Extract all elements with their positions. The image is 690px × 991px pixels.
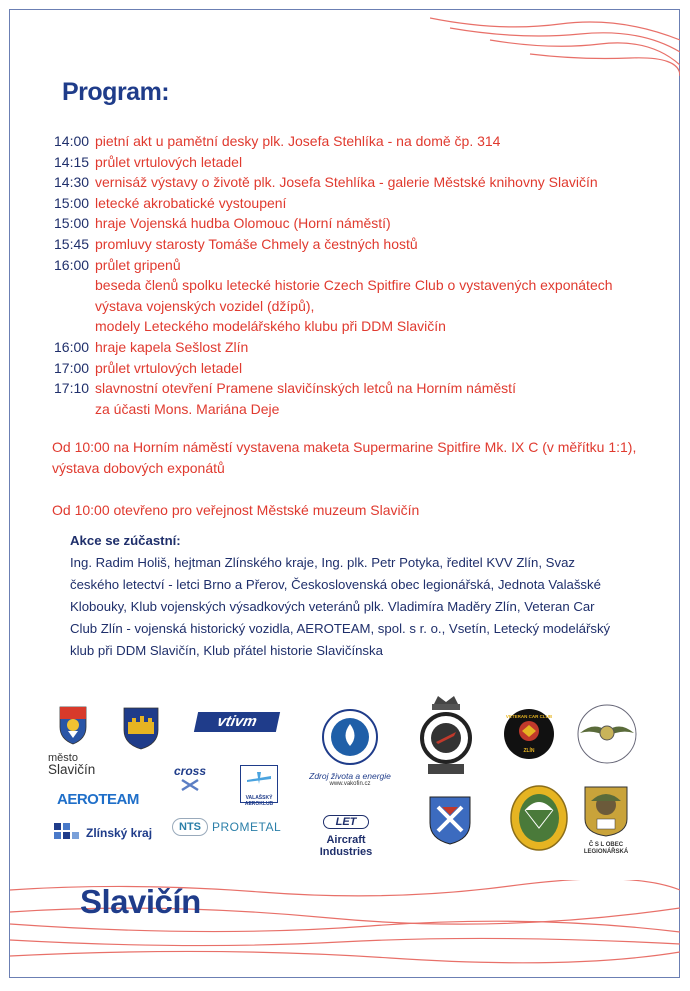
municipal-crest-icon (122, 706, 160, 750)
logo-aeroklub-text: VALAŠSKÝ AEROKLUB (244, 795, 274, 807)
schedule-row (54, 378, 674, 399)
logo-cross-text: cross (173, 764, 207, 778)
schedule-text-continued: beseda členů spolku letecké historie Czech Spitfire Club o vystavených exponátech (95, 277, 613, 294)
legionnaire-icon (583, 785, 629, 837)
aviation-wings-badge-icon (576, 703, 638, 765)
schedule-row (54, 172, 674, 193)
schedule-text: pietní akt u pamětní desky plk. Josefa Stehlíka - na domě čp. 314 (95, 133, 501, 149)
participants-line: Ing. Radim Holiš, hejtman Zlínského kraje, Ing. plk. Petr Potyka, ředitel KVV Zlín, Svaz (70, 555, 576, 570)
schedule-text-continued: modely Leteckého modelářského klubu při DDM Slavičín (95, 318, 446, 335)
logo-prometal: PROMETAL (212, 820, 282, 834)
participants-line: českého letectví - letci Brno a Přerov, Československá obec legionářská, Jednota Valašské (70, 577, 601, 592)
logo-let: LET (323, 815, 370, 829)
footer-slavicin: Slavičín (80, 883, 201, 920)
schedule-time: 17:10 (54, 380, 90, 397)
participants-line: Klobouky, Klub vojenských výsadkových veteránů plk. Vladimíra Maděry Zlín, Veteran Car (70, 599, 595, 614)
schedule-row (54, 193, 674, 214)
logo-legion (582, 785, 630, 856)
schedule-time: 15:00 (54, 215, 90, 232)
logo-mesto-slavicin (48, 705, 98, 785)
schedule-text: vernisáž výstavy o životě plk. Josefa Stehlíka - galerie Městské knihovny Slavičín (95, 174, 598, 191)
logo-zlin-text: ZLÍN (523, 748, 535, 754)
logo-zdroj-text: Zdroj života a energie (309, 771, 391, 781)
paratrooper-badge-icon (509, 784, 569, 852)
decorative-waves-top (430, 10, 680, 85)
logo-legion-text: Č S L OBEC LEGIONÁŘSKÁ (583, 842, 629, 855)
participants (70, 530, 630, 662)
logo-veteran-text: VETERAN CAR CLUB (505, 714, 553, 719)
logo-aeroteam: AEROTEAM (57, 791, 139, 808)
schedule-time: 16:00 (54, 256, 90, 273)
aeroplane-icon (241, 766, 277, 790)
schedule-row (54, 152, 674, 173)
schedule-time: 14:15 (54, 153, 90, 170)
squadron-shield-icon (428, 795, 472, 845)
schedule-time: 17:00 (54, 359, 90, 376)
note-spitfire (52, 437, 662, 479)
schedule-text: průlet vrtulových letadel (95, 359, 243, 376)
schedule-row (54, 234, 674, 255)
zlinsky-kraj-icon (54, 823, 80, 843)
logo-nts: NTS (172, 818, 208, 836)
schedule-text: promluvy starosty Tomáše Chmely a čestných hostů (95, 235, 418, 252)
page-title: Program: (62, 78, 170, 106)
schedule-text: průlet gripenů (95, 256, 181, 273)
schedule-text: letecké akrobatické vystoupení (95, 194, 287, 211)
participants-heading: Akce se zúčastní: (70, 533, 181, 548)
schedule-text-continued: za účasti Mons. Mariána Deje (95, 400, 280, 417)
logo-veteran-car-club (504, 709, 554, 759)
schedule-row (54, 131, 674, 152)
schedule-time: 14:30 (54, 174, 90, 191)
participants-line: Club Zlín - vojenská historický vozidla, AEROTEAM, spol. s r. o., Vsetín, Letecký modelářský (70, 621, 611, 636)
logo-vakofin (300, 708, 400, 787)
logo-nts-prometal (172, 818, 281, 836)
schedule-row (54, 337, 674, 358)
schedule-text: hraje Vojenská hudba Olomouc (Horní náměstí) (95, 215, 391, 232)
logo-cross (162, 764, 218, 797)
logo-mesto-top: město (48, 752, 78, 764)
logo-mesto-bottom: Slavičín (48, 762, 96, 777)
schedule-time: 15:00 (54, 194, 90, 211)
water-drop-icon (321, 708, 379, 766)
schedule (54, 131, 674, 419)
logo-zlinsky-kraj (54, 823, 152, 843)
logo-aircraft: Aircraft Industries (319, 834, 373, 858)
schedule-text: slavnostní otevření Pramene slavičínských letců na Horním náměstí (95, 380, 516, 397)
schedule-row (54, 255, 674, 276)
schedule-text: hraje kapela Sešlost Zlín (95, 338, 249, 355)
note-spitfire-line: Od 10:00 na Horním náměstí vystavena maketa Supermarine Spitfire Mk. IX C (v měřítku 1:1), (52, 439, 637, 455)
schedule-time: 14:00 (54, 133, 90, 149)
raf-squadron-badge-icon (418, 694, 474, 778)
schedule-time: 16:00 (54, 338, 90, 355)
logo-vakofin-url: www.vakofin.cz (329, 781, 371, 787)
logo-vtivm: vtivm (194, 712, 280, 732)
participants-line: klub při DDM Slavičín, Klub přátel historie Slavičínska (70, 643, 383, 658)
wings-icon (514, 719, 544, 743)
slavicin-crest-icon (58, 705, 88, 745)
schedule-row (54, 213, 674, 234)
note-spitfire-line: výstava dobových exponátů (52, 460, 225, 476)
schedule-time: 15:45 (54, 235, 90, 252)
logo-valassky-aeroklub (240, 765, 278, 807)
schedule-text-continued: výstava vojenských vozidel (džípů), (95, 297, 315, 314)
schedule-row (54, 358, 674, 379)
note-museum: Od 10:00 otevřeno pro veřejnost Městské muzeum Slavičín (52, 502, 420, 518)
cross-mark-icon (180, 778, 200, 792)
logo-let-aircraft (300, 812, 392, 858)
logo-zlinsky-text: Zlínský kraj (86, 826, 153, 840)
schedule-text: průlet vrtulových letadel (95, 153, 243, 170)
